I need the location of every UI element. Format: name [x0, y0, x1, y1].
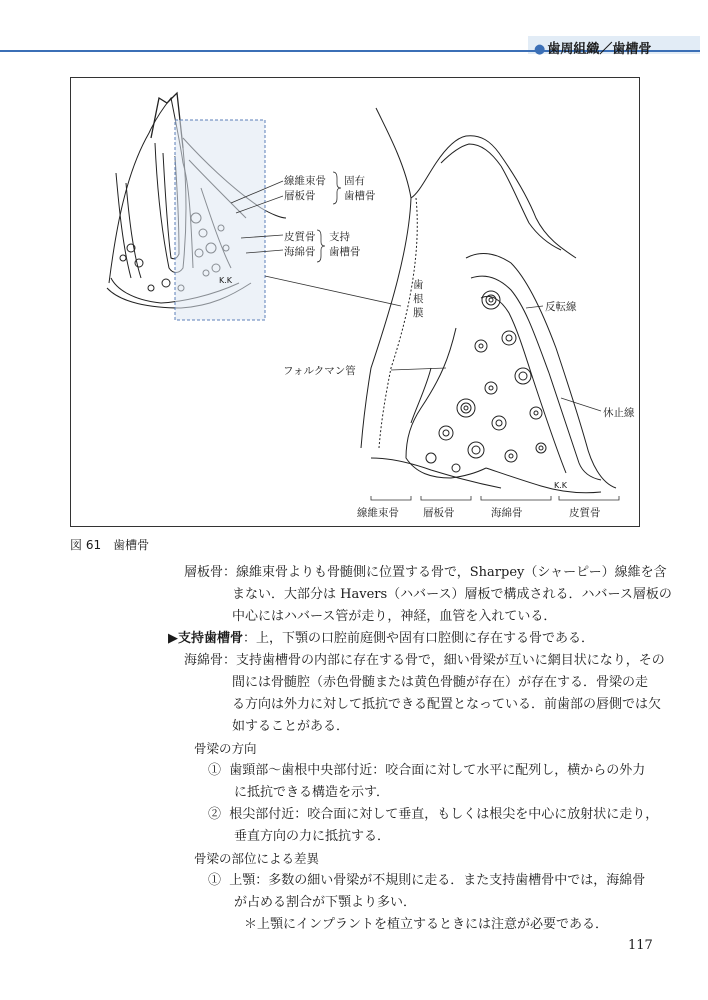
direction-1-text-b: に抵抗できる構造を示す．	[234, 785, 389, 800]
bottom-label-cancellous: 海綿骨	[491, 507, 523, 519]
support-term: 支持歯槽骨	[178, 631, 244, 646]
magnified-bone-drawing	[361, 108, 616, 493]
page-number: 117	[628, 938, 653, 953]
cancellous-paragraph-line-1	[184, 650, 665, 672]
label-lamellar-bone: 層板骨	[284, 190, 316, 202]
lamellar-text-3: 中心にはハバース管が走り，神経，血管を入れている．	[232, 609, 557, 624]
region-1-text-b: が占める割合が下顎より多い．	[234, 895, 417, 910]
bullet-icon: ●	[534, 42, 546, 57]
region-item-1-line-1	[208, 870, 645, 892]
cancellous-text-3: る方向は外力に対して抵抗できる配置となっている．前歯部の唇側では欠	[232, 697, 662, 712]
figure-number: 図 61	[70, 538, 102, 552]
cancellous-text-4: 如することがある．	[232, 719, 350, 734]
lamellar-term: 層板骨：	[184, 565, 237, 580]
bottom-label-lamellar: 層板骨	[423, 507, 455, 519]
cancellous-text-2: 間には骨髄腔（赤色骨髄または黄色骨髄が存在）が存在する．骨梁の走	[232, 675, 649, 690]
alveolar-bone-illustration	[71, 78, 639, 526]
lamellar-text-2: まない．大部分は Havers（ハバース）層板で構成される．ハバース層板の	[232, 587, 672, 602]
figure-61	[70, 77, 640, 527]
region-heading: 骨梁の部位による差異	[194, 851, 320, 866]
cancellous-text-1: 支持歯槽骨の内部に存在する骨で，細い骨梁が互いに網目状になり，その	[236, 653, 665, 668]
section-title	[534, 38, 651, 57]
region-1-number: ①	[208, 873, 222, 888]
figure-title: 歯槽骨	[113, 538, 150, 552]
bottom-label-cortical: 皮質骨	[569, 507, 601, 519]
support-text-1: ：上，下顎の口腔前庭側や固有口腔側に存在する骨である．	[243, 631, 595, 646]
cancellous-term: 海綿骨：	[184, 653, 237, 668]
figure-caption	[70, 536, 149, 553]
direction-heading: 骨梁の方向	[194, 741, 257, 756]
label-resting-line: 休止線	[603, 407, 635, 419]
support-paragraph	[168, 628, 594, 650]
label-fiber-bundle-bone: 線維束骨	[284, 175, 326, 187]
label-cortical-bone: 皮質骨	[284, 231, 316, 243]
label-pdl-3: 膜	[413, 307, 424, 319]
initials-left: K.K	[219, 276, 233, 285]
label-reversal-line: 反転線	[545, 301, 577, 313]
label-proper: 固有	[344, 175, 365, 187]
bottom-brackets	[371, 496, 619, 500]
section-title-text: 歯周組織／歯槽骨	[547, 42, 652, 57]
bottom-label-fiber-bundle: 線維束骨	[357, 507, 399, 519]
direction-2-text-a: 根尖部付近：咬合面に対して垂直，もしくは根尖を中心に放射状に走り，	[229, 807, 659, 822]
label-cancellous-bone: 海綿骨	[284, 246, 316, 258]
lamellar-text-1: 線維束骨よりも骨髄側に位置する骨で，Sharpey（シャーピー）線維を含	[236, 565, 667, 580]
initials-right: K.K	[554, 481, 568, 490]
implant-note: ＊上顎にインプラントを植立するときには注意が必要である．	[244, 917, 609, 932]
label-volkmann-canal: フォルクマン管	[283, 365, 356, 377]
label-pdl-1: 歯	[413, 279, 424, 291]
magnified-region-box	[175, 120, 265, 320]
direction-1-number: ①	[208, 763, 222, 778]
direction-item-2-line-1	[208, 804, 658, 826]
direction-2-text-b: 垂直方向の力に抵抗する．	[234, 829, 391, 844]
direction-1-text-a: 歯頸部～歯根中央部付近：咬合面に対して水平に配列し，横からの外力	[229, 763, 646, 778]
arrow-marker-icon: ▶	[168, 631, 178, 646]
label-proper-alveolar-bone: 歯槽骨	[344, 190, 376, 202]
label-support: 支持	[329, 231, 350, 243]
label-support-alveolar-bone: 歯槽骨	[329, 246, 361, 258]
direction-2-number: ②	[208, 807, 222, 822]
region-1-text-a: 上顎：多数の細い骨梁が不規則に走る．また支持歯槽骨中では，海綿骨	[229, 873, 646, 888]
lamellar-paragraph-line-1	[184, 562, 667, 584]
label-pdl-2: 根	[413, 293, 424, 305]
direction-item-1-line-1	[208, 760, 645, 782]
